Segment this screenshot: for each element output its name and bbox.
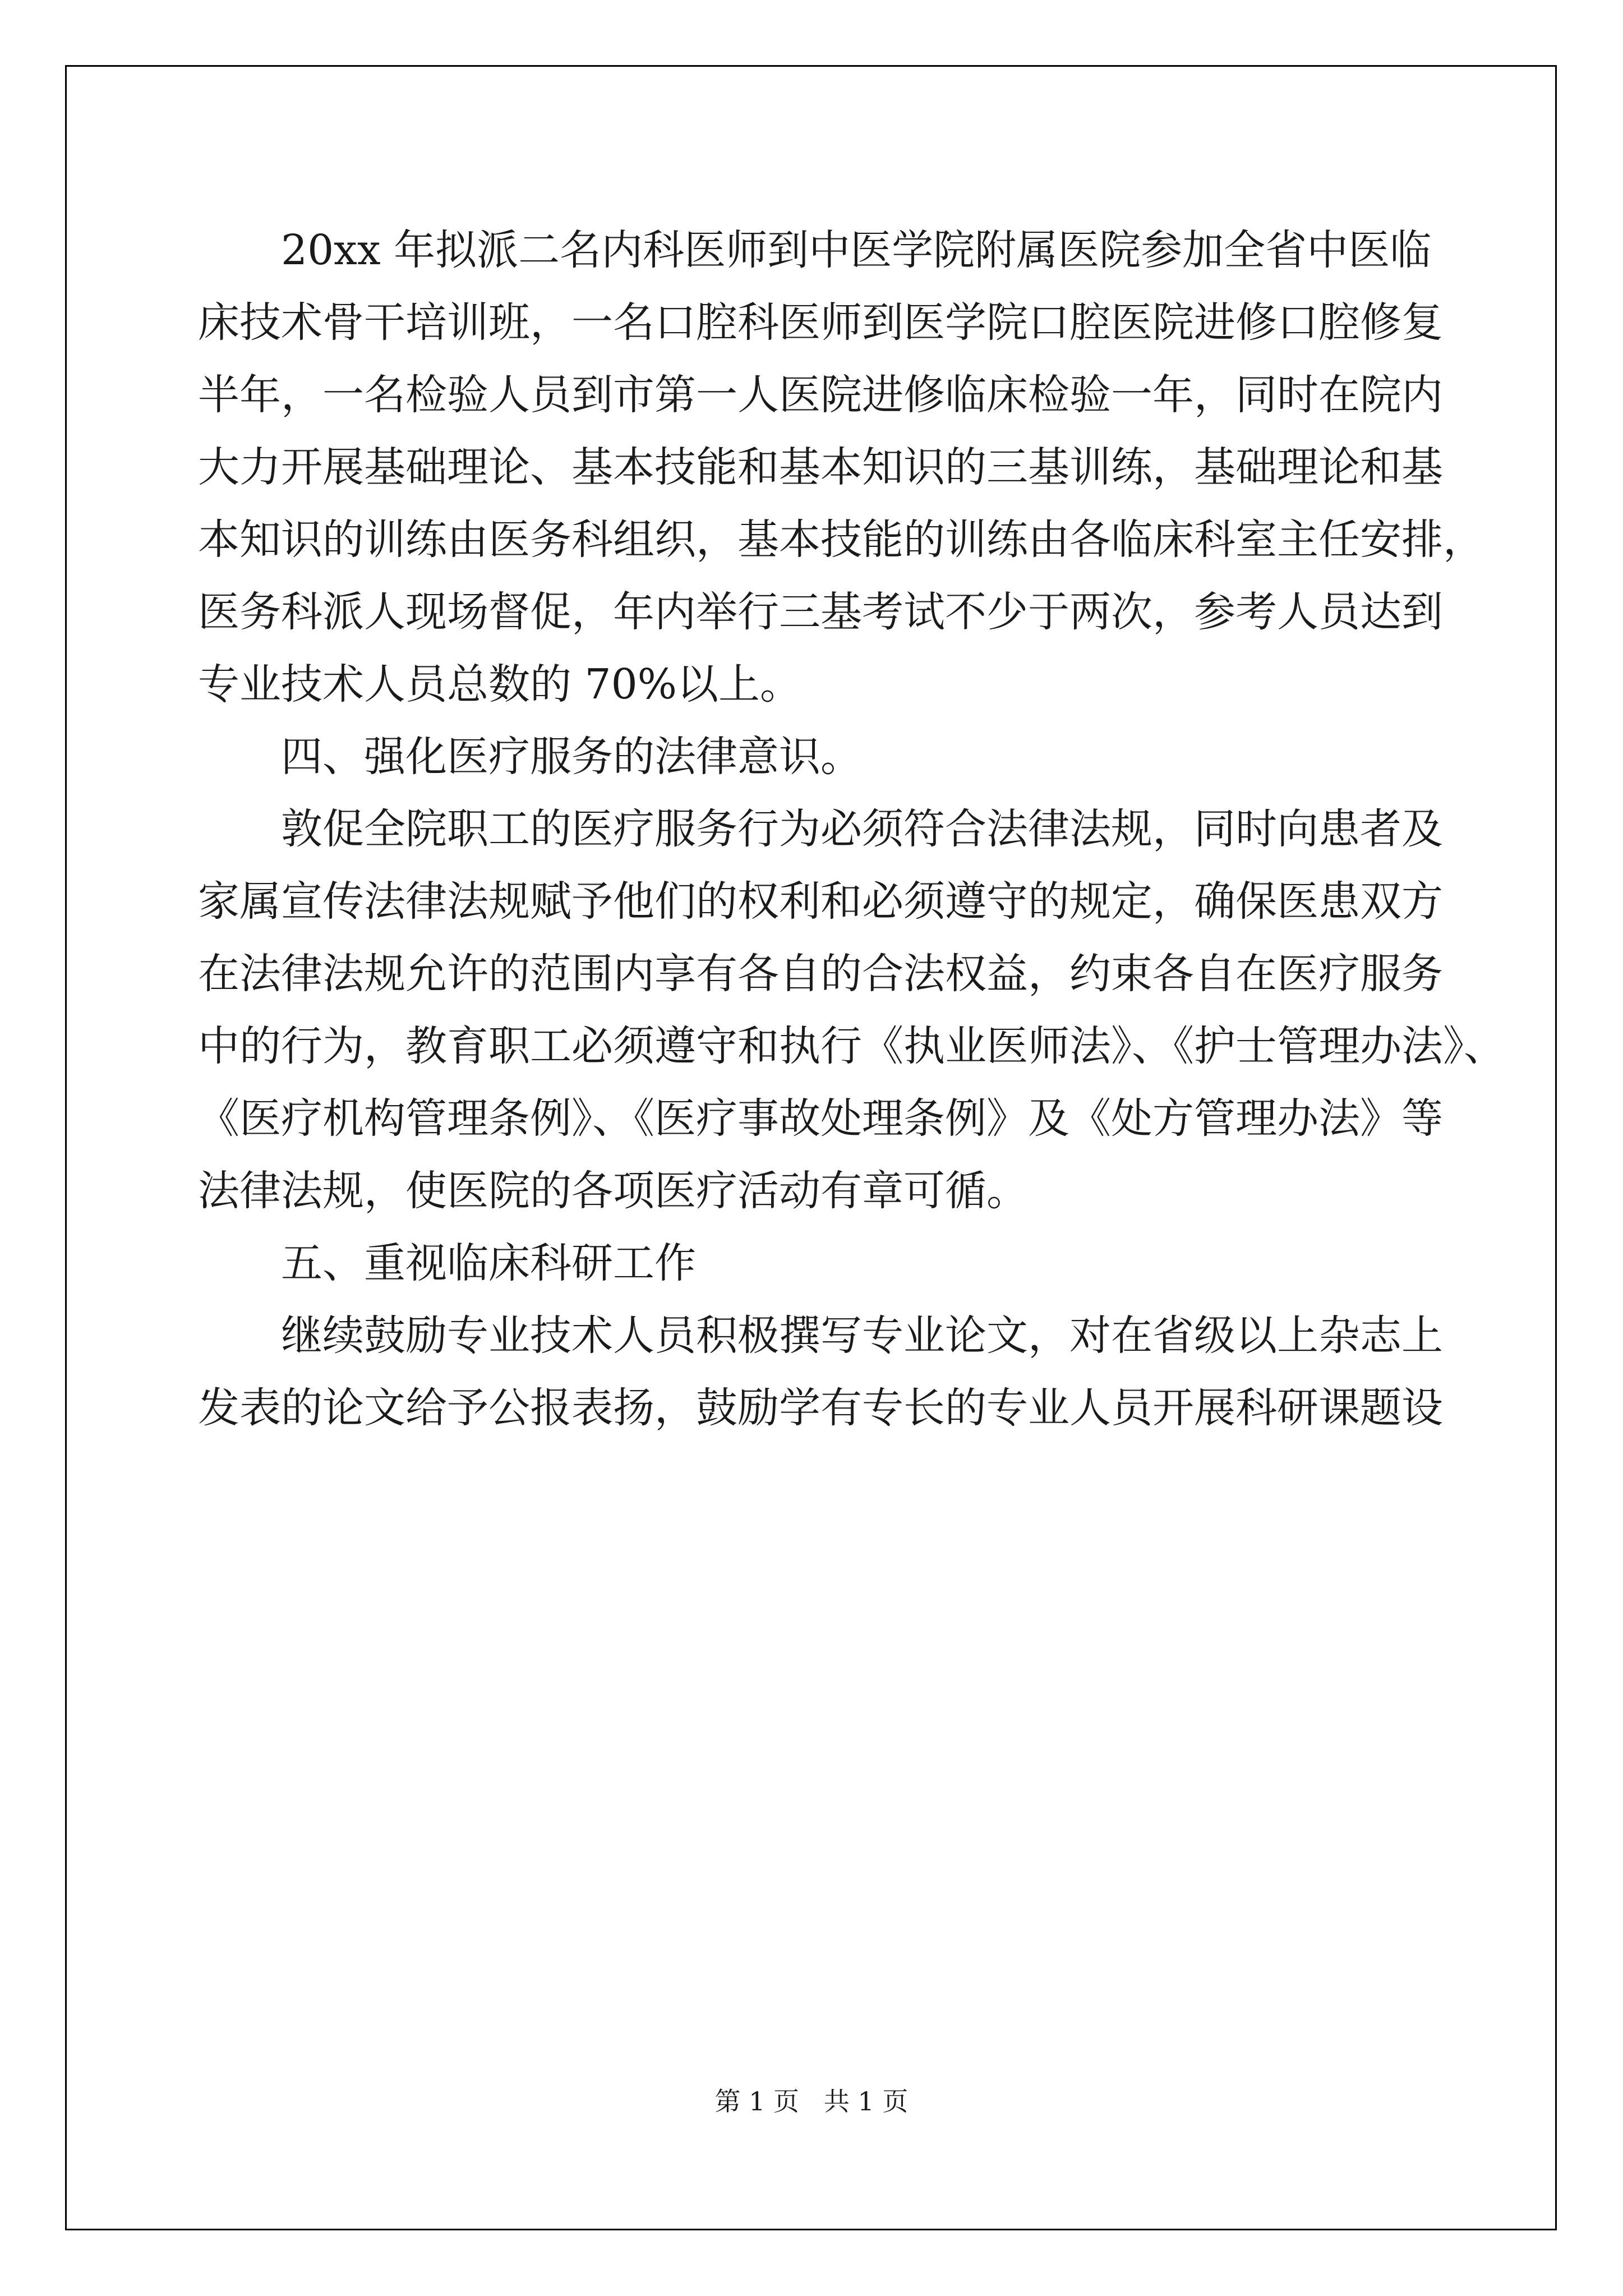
page-number-footer: 第 1 页 共 1 页 [714,2086,909,2116]
text-line-7: 专业技术人员总数的 70%以上。 [198,660,801,708]
text-line-9: 敦促全院职工的医疗服务行为必须符合法律法规，同时向患者及 [281,805,1443,853]
section-heading-5: 五、重视临床科研工作 [281,1239,696,1287]
text-line-10: 家属宣传法律法规赋予他们的权利和必须遵守的规定，确保医患双方 [198,877,1443,926]
text-line-13: 《医疗机构管理条例》、《医疗事故处理条例》及《处方管理办法》等 [198,1094,1443,1143]
text-line-17: 发表的论文给予公报表扬，鼓励学有专长的专业人员开展科研课题设 [198,1384,1443,1432]
text-line-5: 本知识的训练由医务科组织，基本技能的训练由各临床科室主任安排， [198,516,1484,564]
section-heading-4: 四、强化医疗服务的法律意识。 [281,733,862,781]
text-line-12: 中的行为，教育职工必须遵守和执行《执业医师法》、《护士管理办法》、 [198,1022,1505,1070]
text-line-2: 床技术骨干培训班，一名口腔科医师到医学院口腔医院进修口腔修复 [198,298,1443,347]
text-line-11: 在法律法规允许的范围内享有各自的合法权益，约束各自在医疗服务 [198,950,1443,998]
text-line-14: 法律法规，使医院的各项医疗活动有章可循。 [198,1167,1028,1215]
text-line-16: 继续鼓励专业技术人员积极撰写专业论文，对在省级以上杂志上 [281,1312,1443,1360]
text-line-1: 20xx 年拟派二名内科医师到中医学院附属医院参加全省中医临 [281,226,1432,274]
text-line-3: 半年，一名检验人员到市第一人医院进修临床检验一年，同时在院内 [198,371,1443,419]
text-line-6: 医务科派人现场督促，年内举行三基考试不少于两次，参考人员达到 [198,588,1443,636]
text-line-4: 大力开展基础理论、基本技能和基本知识的三基训练，基础理论和基 [198,443,1443,491]
